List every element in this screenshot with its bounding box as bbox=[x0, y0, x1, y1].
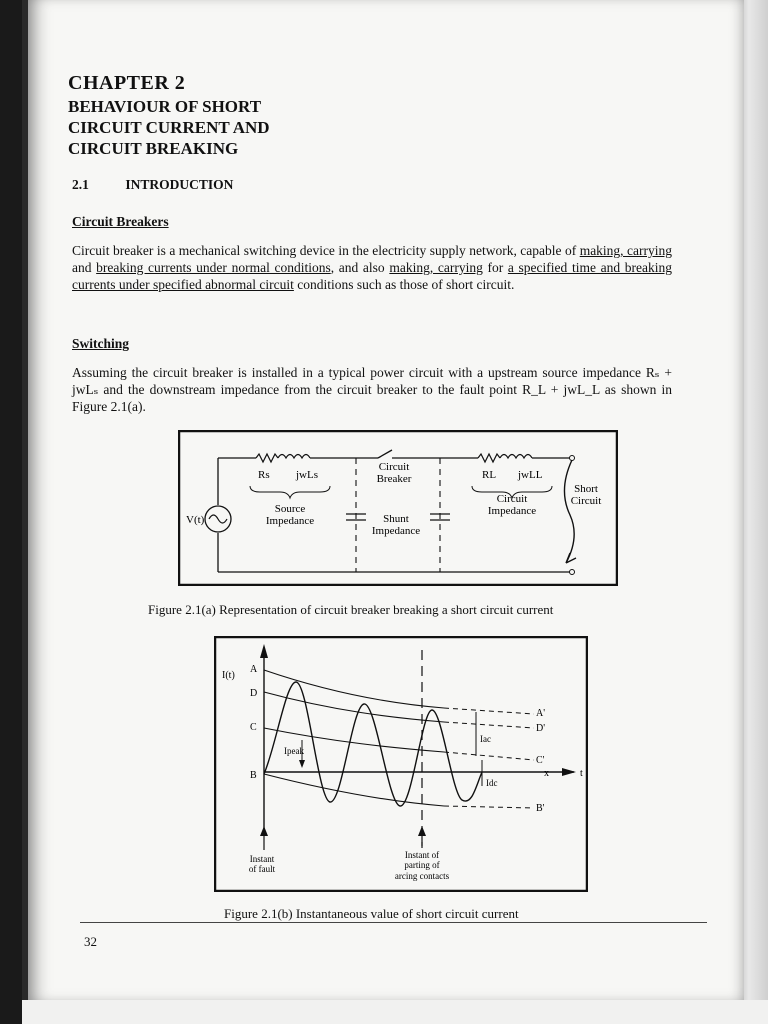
short-circuit-label: Short bbox=[574, 483, 598, 495]
subheading-switching: Switching bbox=[72, 336, 130, 351]
chapter-title bbox=[68, 96, 388, 159]
source-impedance-label: Source bbox=[274, 503, 306, 515]
figure-b-caption: Figure 2.1(b) Instantaneous value of short circuit current bbox=[224, 906, 519, 921]
rl-label: RL bbox=[482, 469, 497, 481]
source-impedance-label: Impedance bbox=[265, 515, 315, 527]
x-axis-label: t bbox=[580, 768, 583, 779]
rs-label: Rs bbox=[258, 469, 270, 481]
circuit-breaker-label: Breaker bbox=[376, 473, 412, 485]
instant-of-fault-label: of fault bbox=[248, 864, 276, 874]
section-heading bbox=[72, 177, 233, 193]
underlined-text: breaking currents under normal conditions bbox=[96, 260, 331, 275]
section-number: 2.1 bbox=[72, 177, 89, 192]
point-d: D bbox=[250, 688, 258, 699]
footer-rule bbox=[80, 922, 707, 923]
underlined-text: making, carrying bbox=[389, 260, 483, 275]
para-text: Circuit breaker is a mechanical switching device in the electricity supply network, capable of bbox=[72, 243, 580, 258]
y-axis-label: I(t) bbox=[222, 670, 235, 681]
short-circuit-label: Circuit bbox=[570, 495, 602, 507]
instant-of-parting-label: Instant of bbox=[404, 850, 440, 860]
shunt-impedance-label: Shunt bbox=[383, 513, 409, 525]
para-text: for bbox=[482, 260, 508, 275]
paragraph-circuit-breakers bbox=[72, 242, 672, 293]
figure-circuit-diagram bbox=[178, 430, 618, 586]
section-title: INTRODUCTION bbox=[125, 177, 234, 192]
point-a-prime: A' bbox=[536, 708, 546, 719]
idc-label: Idc bbox=[486, 778, 498, 788]
para-text: conditions such as those of short circuit. bbox=[293, 277, 515, 292]
point-b: B bbox=[250, 770, 257, 781]
ipeak-label: Ipeak bbox=[284, 746, 304, 756]
instant-of-fault-label: Instant bbox=[249, 854, 275, 864]
circuit-impedance-label: Circuit bbox=[496, 493, 528, 505]
source-voltage-label: V(t) bbox=[186, 514, 205, 526]
para-text: and bbox=[72, 260, 97, 275]
chapter-number: CHAPTER 2 bbox=[68, 72, 186, 94]
shunt-impedance-label: Impedance bbox=[371, 525, 421, 537]
para-text: , and also bbox=[330, 260, 390, 275]
underlined-text: a specified time and breaking currents under specified abnormal circuit bbox=[72, 260, 672, 292]
figure-short-circuit-waveform bbox=[214, 636, 588, 892]
point-a: A bbox=[250, 664, 258, 675]
chapter-title-line: CIRCUIT BREAKING bbox=[68, 139, 239, 158]
jwls-label: jwLs bbox=[296, 469, 318, 481]
figure-a-caption: Figure 2.1(a) Representation of circuit breaker breaking a short circuit current bbox=[148, 602, 554, 617]
page-bottom-margin bbox=[22, 1000, 768, 1024]
subheading-circuit-breakers: Circuit Breakers bbox=[72, 214, 169, 229]
x-mark: x bbox=[544, 768, 549, 779]
point-c-prime: C' bbox=[536, 755, 545, 766]
paragraph-switching: Assuming the circuit breaker is installed in a typical power circuit with a upstream source impedance Rₛ + jwLₛ and the downstream impedance from the circuit breaker to the fault point R_L + jwL_L as shown in Figure 2.1(a). bbox=[72, 365, 672, 414]
chapter-title-line: CIRCUIT CURRENT AND bbox=[68, 118, 270, 137]
point-c: C bbox=[250, 722, 257, 733]
point-d-prime: D' bbox=[536, 723, 546, 734]
iac-label: Iac bbox=[480, 734, 491, 744]
chapter-title-line: BEHAVIOUR OF SHORT bbox=[68, 97, 262, 116]
point-b-prime: B' bbox=[536, 803, 545, 814]
underlined-text: making, carrying bbox=[579, 243, 672, 258]
jwll-label: jwLL bbox=[518, 469, 543, 481]
circuit-impedance-label: Impedance bbox=[487, 505, 537, 517]
instant-of-parting-label: parting of bbox=[404, 860, 440, 870]
page-number: 32 bbox=[84, 934, 97, 949]
circuit-breaker-label: Circuit bbox=[378, 461, 410, 473]
instant-of-parting-label: arcing contacts bbox=[394, 871, 450, 881]
